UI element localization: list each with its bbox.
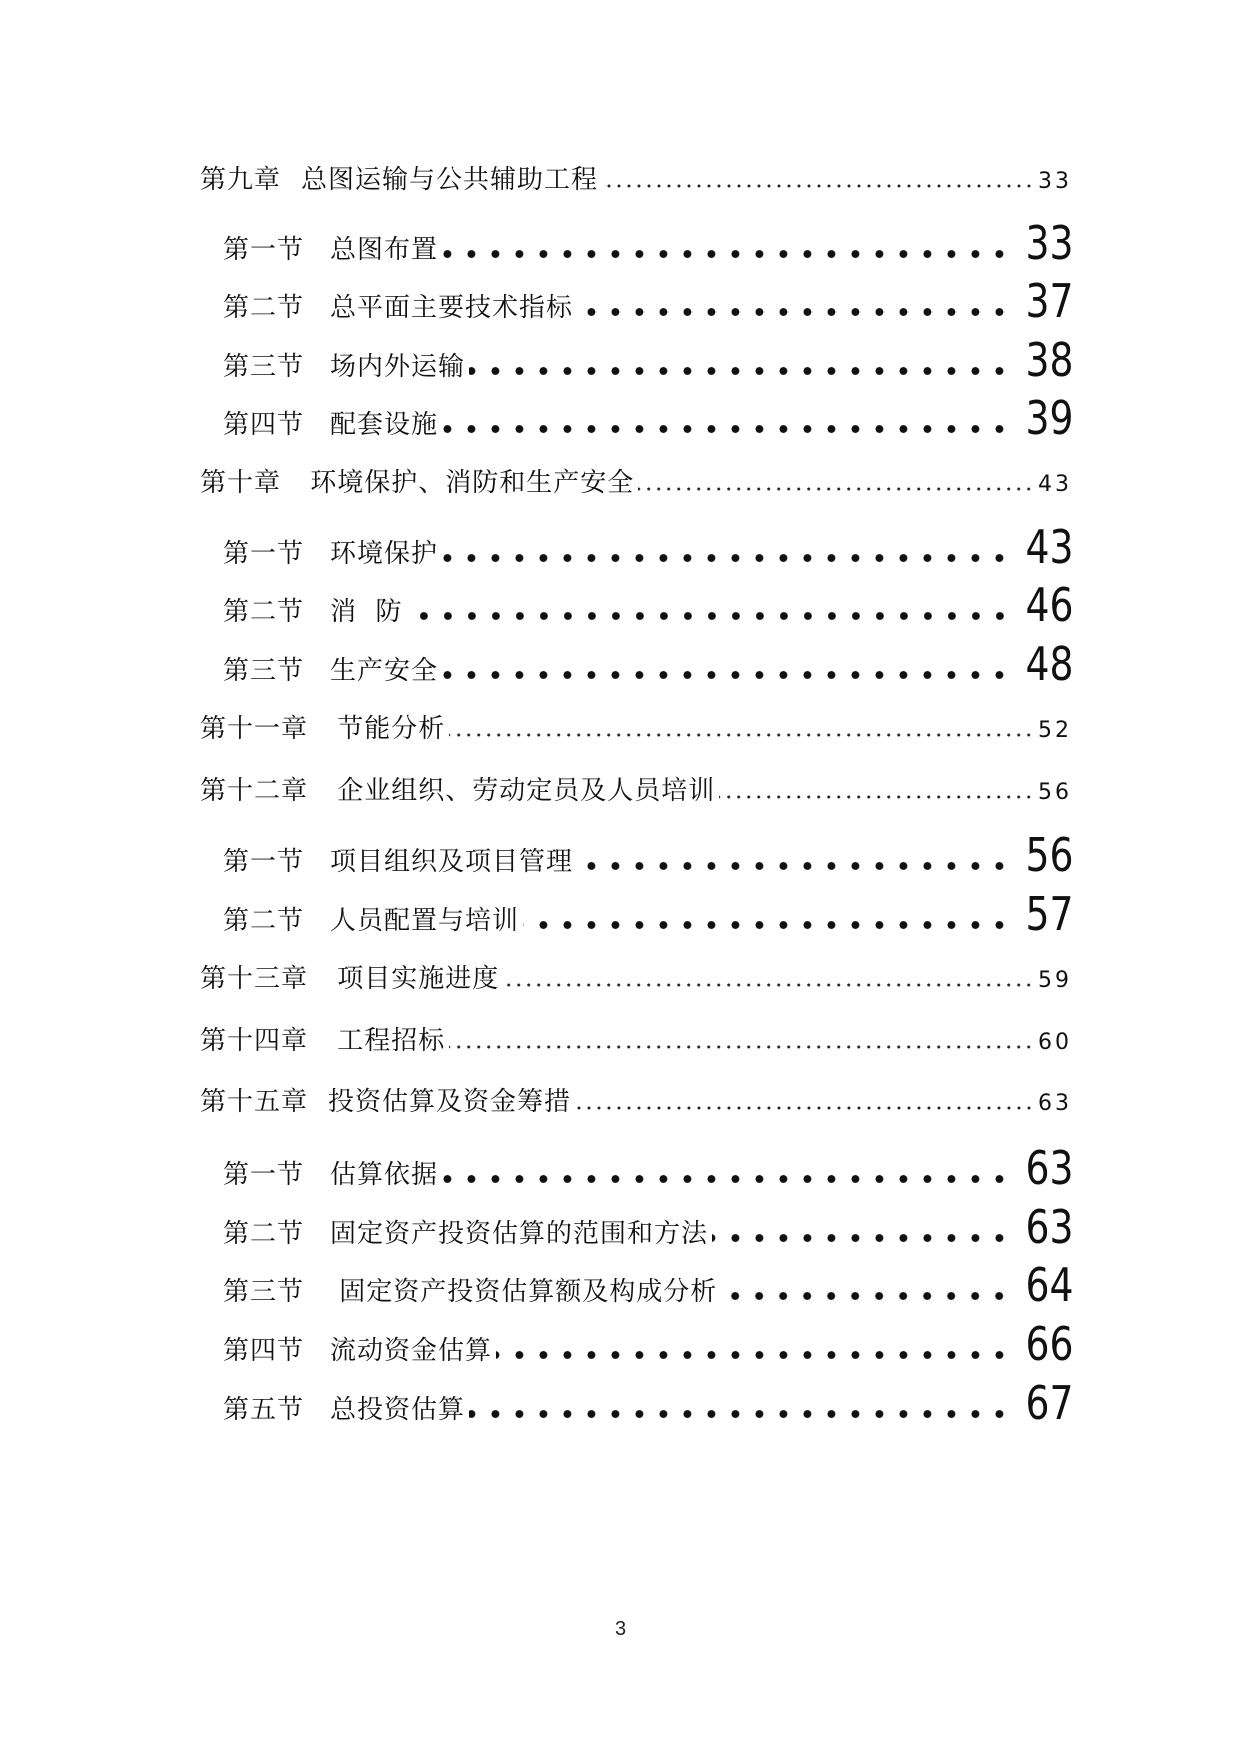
toc-chapter-entry xyxy=(200,701,1072,745)
toc-entry-number: 第二节 xyxy=(223,906,305,936)
toc-entry-number: 第三节 xyxy=(223,1277,305,1307)
toc-section-entry xyxy=(223,1368,1074,1426)
dot-leader xyxy=(523,918,1011,932)
toc-entry-number: 第十五章 xyxy=(200,1087,309,1117)
toc-section-entry xyxy=(223,383,1074,441)
toc-section-entry xyxy=(223,266,1074,324)
toc-entry-number: 第十四章 xyxy=(200,1026,309,1056)
dot-leader xyxy=(577,305,1011,319)
toc-section-entry xyxy=(223,325,1074,383)
toc-entry-number: 第五节 xyxy=(223,1395,305,1425)
toc-entry-page: 59 xyxy=(1038,968,1072,993)
toc-entry-title: 固定资产投资估算的范围和方法 xyxy=(330,1219,709,1249)
toc-entry-number: 第三节 xyxy=(223,352,305,382)
toc-entry-page: 64 xyxy=(1025,1258,1074,1308)
dot-leader xyxy=(442,551,1011,565)
toc-entry-title: 人员配置与培训 xyxy=(330,906,520,936)
toc-entry-number: 第十二章 xyxy=(200,776,309,806)
toc-entry-page: 52 xyxy=(1038,718,1072,743)
toc-section-entry xyxy=(223,629,1074,687)
toc-entry-number: 第十一章 xyxy=(200,714,309,744)
dot-leader xyxy=(503,981,1034,989)
toc-section-entry xyxy=(223,820,1074,878)
toc-entry-number: 第一节 xyxy=(223,1160,305,1190)
toc-entry-number: 第四节 xyxy=(223,410,305,440)
toc-entry-page: 43 xyxy=(1025,520,1074,570)
dot-leader xyxy=(469,1407,1011,1421)
toc-entry-title: 项目组织及项目管理 xyxy=(330,847,574,877)
toc-section-entry xyxy=(223,208,1074,266)
toc-section-entry xyxy=(223,1250,1074,1308)
toc-entry-page: 63 xyxy=(1025,1141,1074,1191)
dot-leader xyxy=(638,485,1034,493)
toc-entry-number: 第一节 xyxy=(223,235,305,265)
toc-section-entry xyxy=(223,512,1074,570)
toc-entry-page: 67 xyxy=(1025,1376,1074,1426)
toc-entry-page: 63 xyxy=(1025,1200,1074,1250)
toc-entry-page: 56 xyxy=(1025,828,1074,878)
toc-entry-number: 第十三章 xyxy=(200,964,309,994)
toc-entry-number: 第二节 xyxy=(223,1219,305,1249)
toc-entry-title: 节能分析 xyxy=(328,714,446,744)
toc-entry-page: 43 xyxy=(1038,472,1072,497)
toc-chapter-entry xyxy=(200,951,1072,995)
dot-leader xyxy=(442,1172,1011,1186)
toc-entry-title: 配套设施 xyxy=(330,410,439,440)
dot-leader xyxy=(407,609,1012,623)
toc-entry-page: 60 xyxy=(1038,1030,1072,1055)
toc-entry-number: 第二节 xyxy=(223,293,305,323)
toc-section-entry xyxy=(223,570,1074,628)
toc-entry-page: 56 xyxy=(1038,780,1072,805)
toc-entry-title: 固定资产投资估算额及构成分析 xyxy=(330,1277,718,1307)
dot-leader xyxy=(496,1348,1011,1362)
dot-leader xyxy=(577,859,1011,873)
dot-leader xyxy=(449,731,1034,739)
toc-entry-title: 总图布置 xyxy=(330,235,439,265)
toc-entry-number: 第二节 xyxy=(223,597,305,627)
toc-entry-number: 第九章 xyxy=(200,165,282,195)
toc-entry-number: 第一节 xyxy=(223,539,305,569)
toc-section-entry xyxy=(223,1133,1074,1191)
toc-entry-page: 63 xyxy=(1038,1091,1072,1116)
toc-entry-title: 流动资金估算 xyxy=(330,1336,493,1366)
toc-entry-page: 39 xyxy=(1025,391,1074,441)
toc-entry-title: 总平面主要技术指标 xyxy=(330,293,574,323)
toc-entry-title: 总投资估算 xyxy=(330,1395,466,1425)
toc-chapter-entry xyxy=(200,152,1072,196)
toc-entry-number: 第四节 xyxy=(223,1336,305,1366)
dot-leader xyxy=(449,1043,1034,1051)
dot-leader xyxy=(602,182,1034,190)
toc-entry-title: 估算依据 xyxy=(330,1160,439,1190)
dot-leader xyxy=(442,668,1011,682)
toc-chapter-entry xyxy=(200,1074,1072,1118)
toc-entry-title: 生产安全 xyxy=(330,656,439,686)
dot-leader xyxy=(442,247,1011,261)
dot-leader xyxy=(442,422,1011,436)
toc-entry-page: 66 xyxy=(1025,1317,1074,1367)
toc-chapter-entry xyxy=(200,455,1072,499)
toc-entry-title: 总图运输与公共辅助工程 xyxy=(301,165,599,195)
dot-leader xyxy=(721,1289,1011,1303)
toc-entry-title: 消 防 xyxy=(330,597,403,627)
toc-entry-title: 工程招标 xyxy=(328,1026,446,1056)
toc-section-entry xyxy=(223,879,1074,937)
toc-chapter-entry xyxy=(200,763,1072,807)
toc-entry-number: 第十章 xyxy=(200,468,282,498)
dot-leader xyxy=(575,1104,1034,1112)
toc-entry-page: 48 xyxy=(1025,637,1074,687)
toc-entry-title: 企业组织、劳动定员及人员培训 xyxy=(328,776,716,806)
toc-entry-title: 投资估算及资金筹措 xyxy=(328,1087,572,1117)
toc-entry-number: 第三节 xyxy=(223,656,305,686)
toc-entry-page: 38 xyxy=(1025,333,1074,383)
toc-entry-title: 环境保护 xyxy=(330,539,439,569)
toc-entry-number: 第一节 xyxy=(223,847,305,877)
toc-entry-page: 46 xyxy=(1025,578,1074,628)
toc-entry-page: 33 xyxy=(1038,169,1072,194)
dot-leader xyxy=(712,1231,1011,1245)
toc-entry-page: 57 xyxy=(1025,887,1074,937)
toc-entry-title: 项目实施进度 xyxy=(328,964,500,994)
page-number: 3 xyxy=(614,1618,627,1640)
toc-entry-page: 37 xyxy=(1025,274,1074,324)
toc-entry-page: 33 xyxy=(1025,216,1074,266)
toc-section-entry xyxy=(223,1309,1074,1367)
toc-entry-title: 环境保护、消防和生产安全 xyxy=(301,468,635,498)
dot-leader xyxy=(469,364,1011,378)
toc-section-entry xyxy=(223,1192,1074,1250)
toc-chapter-entry xyxy=(200,1013,1072,1057)
dot-leader xyxy=(719,793,1034,801)
toc-entry-title: 场内外运输 xyxy=(330,352,466,382)
